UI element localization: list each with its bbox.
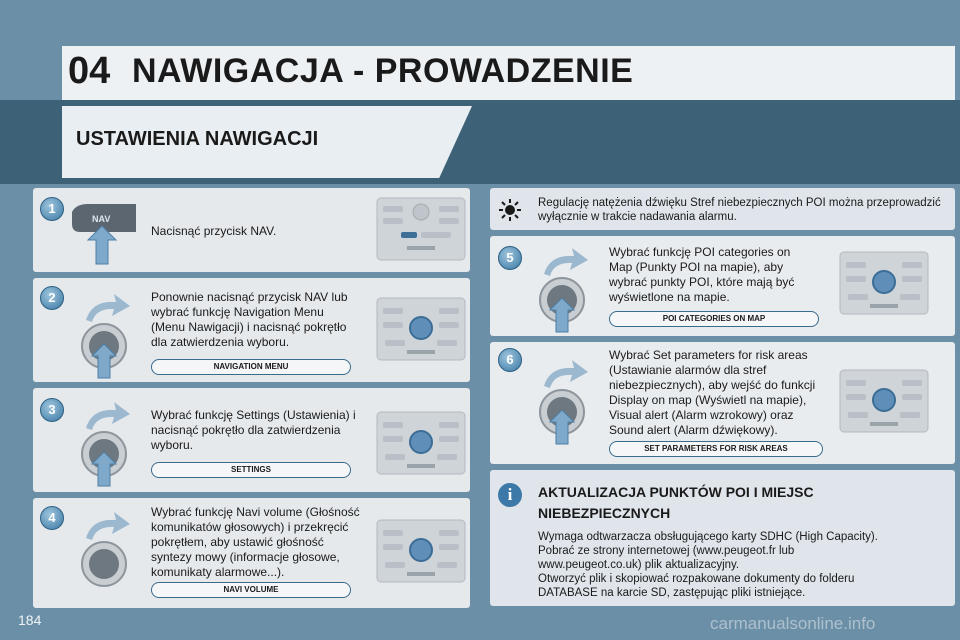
- step-badge-1: 1: [40, 197, 64, 221]
- rotary-knob-illustration-3: [68, 398, 148, 488]
- nav-button-illustration: [66, 196, 146, 266]
- step-text-4: Wybrać funkcję Navi volume (Głośność komunikatów głosowych) i przekręcić pokrętłem, aby ustawić głośność syntezy mowy (informacje głosowe, komunikaty alarmowe...).: [151, 505, 360, 579]
- rotary-knob-illustration-4: [68, 508, 148, 598]
- step-badge-6: 6: [498, 348, 522, 372]
- radio-panel-image-6: [838, 366, 930, 436]
- menu-pill-poi-categories: POI CATEGORIES ON MAP: [609, 311, 819, 327]
- info-body: Wymaga odtwarzacza obsługującego karty SDHC (High Capacity). Pobrać ze strony internetowej (www.peugeot.fr lub www.peugeot.co.uk) plik aktualizacyjny. Otworzyć plik i skopiować rozpakowane dokumenty do folderu DATABASE na karcie SD, zastępując pliki istniejące.: [538, 531, 878, 599]
- rotary-knob-illustration-6: [526, 356, 606, 446]
- step-text-3: Wybrać funkcję Settings (Ustawienia) i nacisnąć pokrętło dla zatwierdzenia wyboru.: [151, 408, 356, 452]
- rotary-knob-illustration-2: [68, 290, 148, 380]
- menu-pill-settings: SETTINGS: [151, 462, 351, 478]
- radio-panel-image-2: [375, 294, 467, 364]
- page-title: NAWIGACJA - PROWADZENIE: [132, 52, 634, 90]
- tip-text: Regulację natężenia dźwięku Stref niebezpiecznych POI można przeprowadzić wyłącznie w trakcie nadawania alarmu.: [538, 197, 941, 223]
- section-title: USTAWIENIA NAWIGACJI: [76, 128, 319, 150]
- chapter-number: 04: [68, 50, 111, 92]
- info-icon: i: [498, 483, 522, 507]
- radio-panel-image-1: [375, 194, 467, 264]
- info-title: AKTUALIZACJA PUNKTÓW POI I MIEJSC NIEBEZPIECZNYCH: [538, 484, 814, 521]
- menu-pill-set-parameters: SET PARAMETERS FOR RISK AREAS: [609, 441, 823, 457]
- radio-panel-image-4: [375, 516, 467, 586]
- step-text-5: Wybrać funkcję POI categories on Map (Punkty POI na mapie), aby wybrać punkty POI, które mają być wyświetlone na mapie.: [609, 245, 795, 304]
- watermark: carmanualsonline.info: [710, 614, 876, 633]
- step-badge-3: 3: [40, 398, 64, 422]
- nav-button-label: NAV: [92, 214, 111, 224]
- rotary-knob-illustration-5: [526, 244, 606, 334]
- step-text-2: Ponownie nacisnąć przycisk NAV lub wybrać funkcję Navigation Menu (Menu Nawigacji) i nacisnąć pokrętło dla zatwierdzenia wyboru.: [151, 290, 348, 349]
- step-text-6: Wybrać Set parameters for risk areas (Ustawianie alarmów dla stref niebezpiecznych), aby wejść do funkcji Display on map (Wyświetl na mapie), Visual alert (Alarm wzrokowy) oraz Sound alert (Alarm dźwiękowy).: [609, 348, 816, 437]
- radio-panel-image-3: [375, 408, 467, 478]
- page-number: 184: [18, 612, 42, 628]
- sun-icon: [498, 198, 522, 222]
- menu-pill-navigation-menu: NAVIGATION MENU: [151, 359, 351, 375]
- radio-panel-image-5: [838, 248, 930, 318]
- step-badge-5: 5: [498, 246, 522, 270]
- step-badge-2: 2: [40, 286, 64, 310]
- step-text-1: Nacisnąć przycisk NAV.: [151, 224, 277, 238]
- menu-pill-navi-volume: NAVI VOLUME: [151, 582, 351, 598]
- step-badge-4: 4: [40, 506, 64, 530]
